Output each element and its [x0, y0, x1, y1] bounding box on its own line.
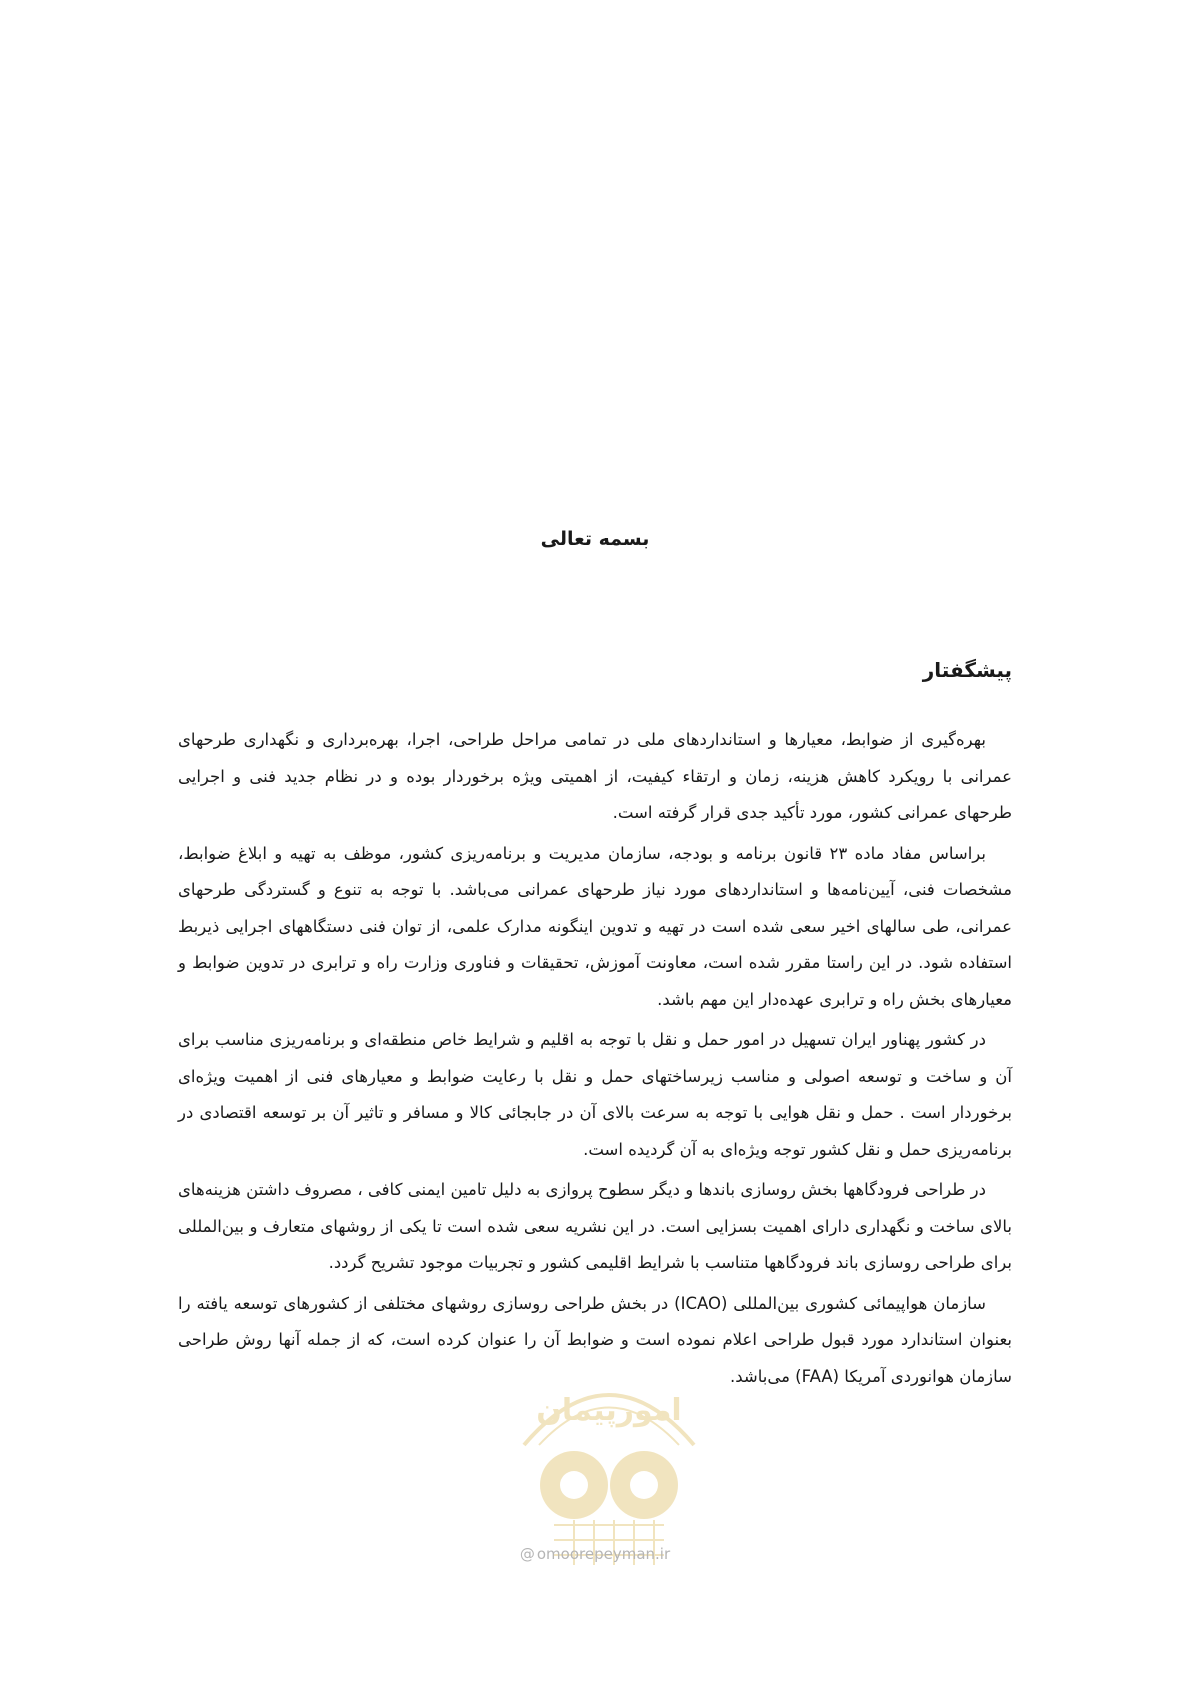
watermark-logo-text: امورپیمان [536, 1393, 682, 1428]
paragraph-4: در طراحی فرودگاهها بخش روسازی باندها و دیگر سطوح پروازی به دلیل تامین ایمنی کافی ، مصروف داشتن هزینه‌های بالای ساخت و نگهداری دارای اهمیت بسزایی است. در این نشریه سعی شده است تا یکی از روشهای متعارف و بین‌المللی برای طراحی روسازی باند فرودگاهها متناسب با شرایط اقلیمی کشور و تجربیات موجود تشریح گردد. [178, 1180, 1012, 1272]
watermark-url [0, 1545, 1190, 1563]
invocation-title: بسمه تعالی [540, 528, 650, 550]
paragraph-5: سازمان هواپیمائی کشوری بین‌المللی (ICAO) در بخش طراحی روسازی روشهای مختلفی از کشورهای توسعه یافته را بعنوان استاندارد مورد قبول طراحی اعلام نموده است و ضوابط آن را عنوان کرده است، که از جمله آنها روش طراحی سازمان هوانوردی آمریکا (FAA) می‌باشد. [178, 1293, 1012, 1386]
at-icon: @ [519, 1545, 535, 1563]
paragraph-1: بهره‌گیری از ضوابط، معیارها و استانداردهای ملی در تمامی مراحل طراحی، اجرا، بهره‌برداری و نگهداری طرحهای عمرانی با رویکرد کاهش هزینه، زمان و ارتقاء کیفیت، از اهمیتی ویژه برخوردار بوده و در نظام جدید فنی و اجرایی طرحهای عمرانی کشور، مورد تأکید جدی قرار گرفته است. [178, 730, 1012, 822]
foreword-heading: پیشگفتار [922, 658, 1012, 682]
foreword-body [178, 722, 1012, 1399]
paragraph-3: در کشور پهناور ایران تسهیل در امور حمل و نقل با توجه به اقلیم و شرایط خاص منطقه‌ای و برنامه‌ریزی مناسب برای آن و ساخت و توسعه اصولی و مناسب زیرساختهای حمل و نقل با رعایت ضوابط و معیارهای فنی از اهمیت ویژه‌ای برخوردار است . حمل و نقل هوایی با توجه به سرعت بالای آن در جابجائی کالا و مسافر و تاثیر آن بر توسعه اقتصادی در برنامه‌ریزی حمل و نقل کشور توجه ویژه‌ای به آن گردیده است. [178, 1030, 1012, 1159]
paragraph-2: براساس مفاد ماده ۲۳ قانون برنامه و بودجه، سازمان مدیریت و برنامه‌ریزی کشور، موظف به تهیه و ابلاغ ضوابط، مشخصات فنی، آیین‌نامه‌ها و استانداردهای مورد نیاز طرحهای عمرانی می‌باشد. با توجه به تنوع و گستردگی طرحهای عمرانی، طی سالهای اخیر سعی شده است در تهیه و تدوین اینگونه مدارک علمی، از توان فنی دستگاههای اجرایی ذیربط استفاده شود. در این راستا مقرر شده است، معاونت آموزش، تحقیقات و فناوری وزارت راه و ترابری در تدوین ضوابط و معیارهای بخش راه و ترابری عهده‌دار این مهم باشد. [178, 843, 1012, 1009]
watermark-url-text: omoorepeyman.ir [536, 1545, 671, 1563]
